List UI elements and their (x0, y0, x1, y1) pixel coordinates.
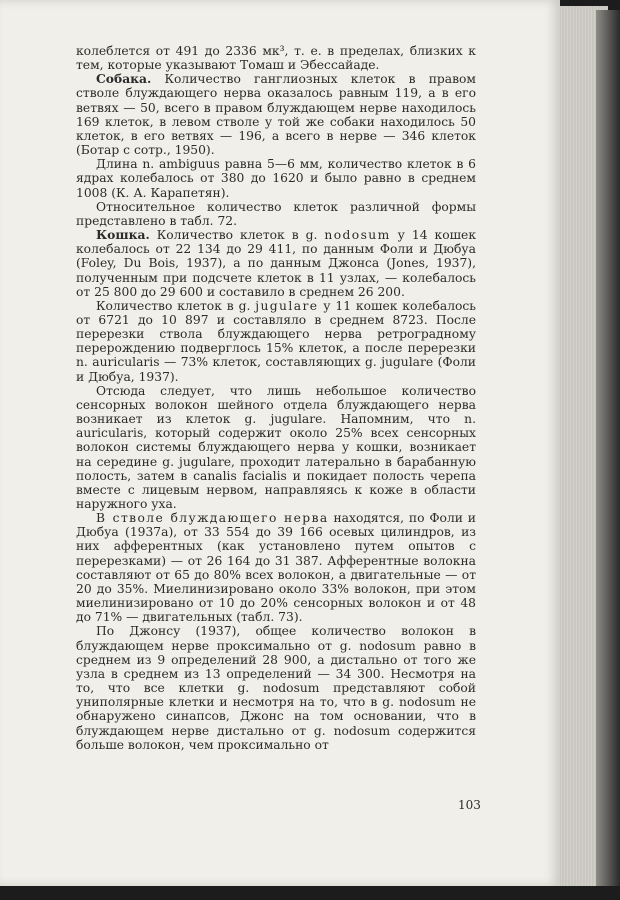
paragraph-5 (76, 228, 476, 299)
book-spine-shadow (596, 10, 620, 886)
paragraph-5-b: у 14 кошек колебалось от 22 134 до 29 411, по данным Фоли и Дюбуа (Foley, Du Bois, 1937), а по данным Джонса (Jones, 1937), полученным при подсчете клеток в 11 узлах, — колебалось от 25 800 до 29 600 и составило в среднем 26 200. (76, 228, 477, 299)
term-vagus-trunk: В стволе блуждающего нерва (96, 511, 329, 526)
term-dog: Собака. (96, 71, 152, 87)
term-jugulare: jugulare (255, 298, 319, 313)
paragraph-6-b: у 11 кошек колебалось от 6721 до 10 897 и составляло в среднем 8723. После перерезки ствола блуждающего нерва ретроградному перерождению подверглось 15% клеток, а после перерезки n. auricularis — 73% клеток, составляющих g. jugulare (Фоли и Дюбуа, 1937). (76, 298, 477, 384)
term-cat: Кошка. (96, 227, 150, 243)
paragraph-1: колеблется от 491 до 2336 мк³, т. е. в пределах, близких к тем, которые указывают Томаш и Эбессайаде. (76, 44, 476, 73)
paragraph-5-a: Количество клеток в g. (149, 228, 325, 243)
paragraph-8-b: находятся, по Фоли и Дюбуа (1937а), от 33 554 до 39 166 осевых цилиндров, из них афферентных (как установлено путем опытов с перерезками) — от 26 164 до 31 387. Афферентные волокна составляют от 65 до 80% всех волокон, а двигательные — от 20 до 35%. Миелинизировано около 33% волокон, при этом миелинизировано от 10 до 20% сенсорных волокон и от 48 до 71% — двигательных (табл. 73). (76, 511, 476, 625)
paragraph-7: Отсюда следует, что лишь небольшое количество сенсорных волокон шейного отдела блуждающего нерва возникает из клеток g. jugulare. Напомним, что n. auricularis, который содержит около 25% всех сенсорных волокон системы блуждающего нерва у кошки, возникает на середине g. jugulare, проходит латерально в барабанную полость, затем в canalis facialis и покидает полость черепа вместе с лицевым нервом, направляясь к коже в области наружного уха. (76, 383, 476, 511)
paragraph-8 (76, 511, 476, 624)
page-number: 103 (458, 798, 481, 812)
paragraph-4: Относительное количество клеток различной формы представлено в табл. 72. (76, 199, 476, 228)
paragraph-9: По Джонсу (1937), общее количество волокон в блуждающем нерве проксимально от g. nodosum равно в среднем из 9 определений 28 900, а дистально от того же узла в среднем из 13 определений — 34 300. Несмотря на то, что все клетки g. nodosum представляют собой униполярные клетки и несмотря на то, что в g. nodosum не обнаружено синапсов, Джонс на том основании, что в блуждающем нерве дистально от g. nodosum содержится больше волокон, чем проксимально от (76, 624, 476, 752)
paragraph-6 (76, 299, 476, 384)
body-text (76, 44, 476, 752)
paragraph-3: Длина n. ambiguus равна 5—6 мм, количество клеток в 6 ядрах колебалось от 380 до 1620 и было равно в среднем 1008 (К. А. Карапетян). (76, 157, 476, 200)
term-nodosum: nodosum (324, 228, 391, 243)
paragraph-2 (76, 72, 476, 157)
paragraph-6-a: Количество клеток в g. (96, 298, 256, 313)
paragraph-2-text: Количество ганглиозных клеток в правом стволе блуждающего нерва оказалось равным 119, а в его ветвях — 50, всего в правом блуждающем нерве находилось 169 клеток, в левом стволе у той же собаки находилось 50 клеток, в его ветвях — 196, а всего в нерве — 346 клеток (Ботар с сотр., 1950). (76, 72, 476, 158)
